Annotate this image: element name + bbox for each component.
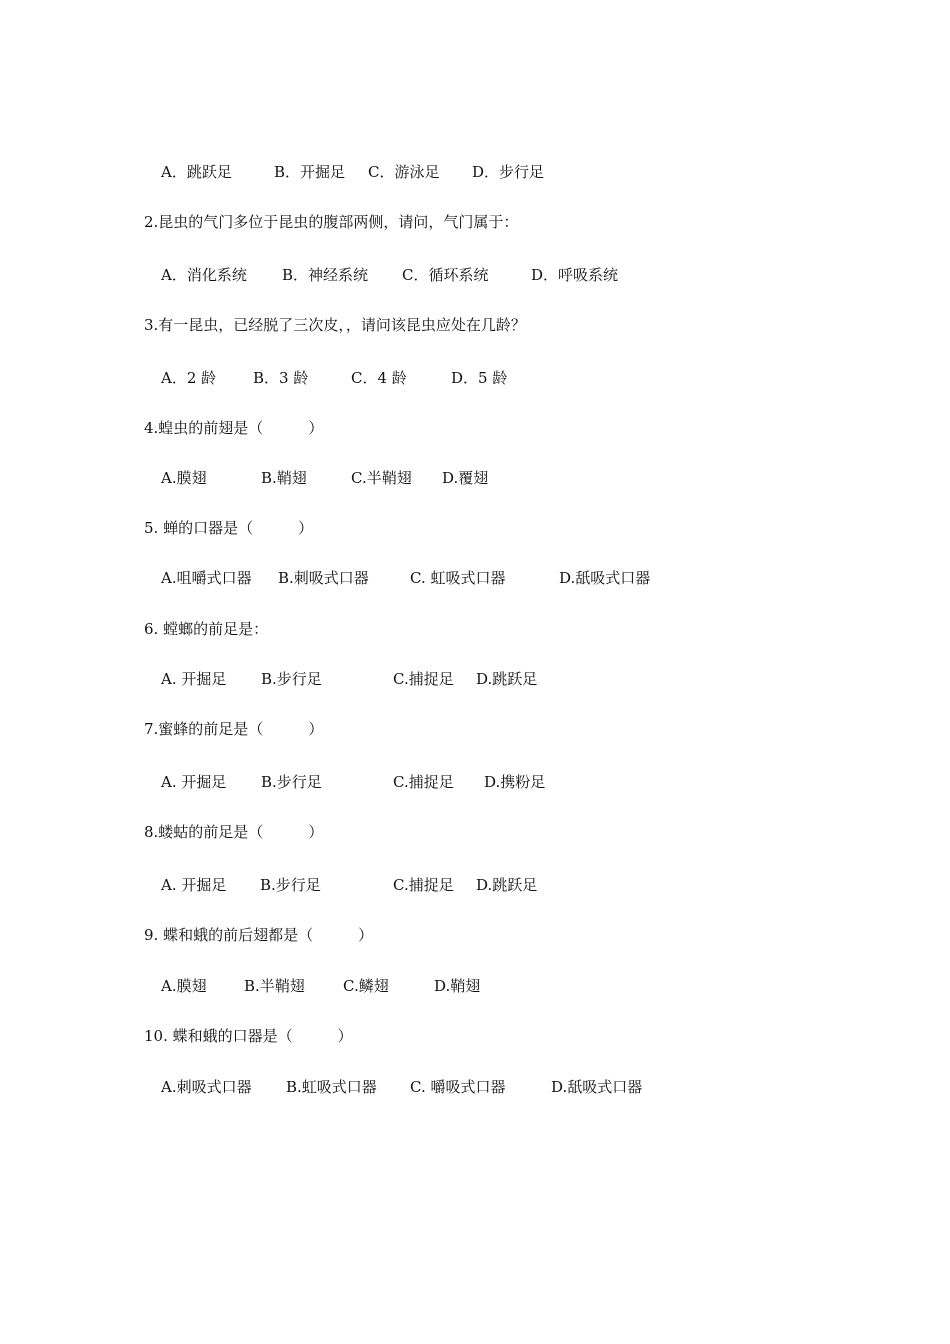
q8-option-c: C.捕捉足 (393, 876, 454, 894)
q3-option-a: A．2 龄 (161, 369, 217, 387)
q2-option-c: C．循环系统 (402, 266, 489, 284)
q6-option-b: B.步行足 (261, 670, 322, 688)
q5-option-a: A.咀嚼式口器 (161, 569, 252, 587)
question-9: 9. 蝶和蛾的前后翅都是（ ） (144, 926, 374, 944)
q4-option-c: C.半鞘翅 (351, 469, 412, 487)
question-4: 4.蝗虫的前翅是（ ） (144, 419, 324, 437)
q1-option-b: B．开掘足 (274, 163, 346, 181)
q7-option-b: B.步行足 (261, 773, 322, 791)
question-2: 2.昆虫的气门多位于昆虫的腹部两侧，请问，气门属于： (144, 213, 519, 231)
q1-option-d: D．步行足 (472, 163, 545, 181)
q9-option-d: D.鞘翅 (434, 977, 481, 995)
q10-option-d: D.舐吸式口器 (551, 1078, 643, 1096)
q2-option-b: B．神经系统 (282, 266, 369, 284)
q1-option-a: A．跳跃足 (161, 163, 232, 181)
q1-option-c: C．游泳足 (368, 163, 440, 181)
q3-option-b: B．3 龄 (253, 369, 309, 387)
q2-option-d: D．呼吸系统 (531, 266, 619, 284)
q8-option-d: D.跳跃足 (476, 876, 538, 894)
q3-option-d: D．5 龄 (451, 369, 508, 387)
q5-option-d: D.舐吸式口器 (559, 569, 651, 587)
q7-option-a: A. 开掘足 (161, 773, 227, 791)
q9-option-a: A.膜翅 (161, 977, 207, 995)
q4-option-b: B.鞘翅 (261, 469, 307, 487)
q4-option-a: A.膜翅 (161, 469, 207, 487)
q10-option-a: A.刺吸式口器 (161, 1078, 252, 1096)
q5-option-c: C. 虹吸式口器 (410, 569, 506, 587)
q6-option-c: C.捕捉足 (393, 670, 454, 688)
q4-option-d: D.覆翅 (442, 469, 489, 487)
q9-option-c: C.鳞翅 (343, 977, 389, 995)
q6-option-d: D.跳跃足 (476, 670, 538, 688)
question-7: 7.蜜蜂的前足是（ ） (144, 720, 324, 738)
q3-option-c: C．4 龄 (351, 369, 407, 387)
q8-option-b: B.步行足 (260, 876, 321, 894)
question-3: 3.有一昆虫，已经脱了三次皮，，请问该昆虫应处在几龄？ (144, 316, 526, 334)
question-6: 6. 螳螂的前足是： (144, 620, 269, 638)
question-5: 5. 蝉的口器是（ ） (144, 519, 314, 537)
q10-option-c: C. 嚼吸式口器 (410, 1078, 506, 1096)
q6-option-a: A. 开掘足 (161, 670, 227, 688)
q10-option-b: B.虹吸式口器 (286, 1078, 377, 1096)
q2-option-a: A．消化系统 (161, 266, 247, 284)
q9-option-b: B.半鞘翅 (244, 977, 305, 995)
q5-option-b: B.刺吸式口器 (278, 569, 369, 587)
q7-option-c: C.捕捉足 (393, 773, 454, 791)
q8-option-a: A. 开掘足 (161, 876, 227, 894)
question-10: 10. 蝶和蛾的口器是（ ） (144, 1027, 353, 1045)
question-8: 8.蝼蛄的前足是（ ） (144, 823, 324, 841)
q7-option-d: D.携粉足 (484, 773, 546, 791)
